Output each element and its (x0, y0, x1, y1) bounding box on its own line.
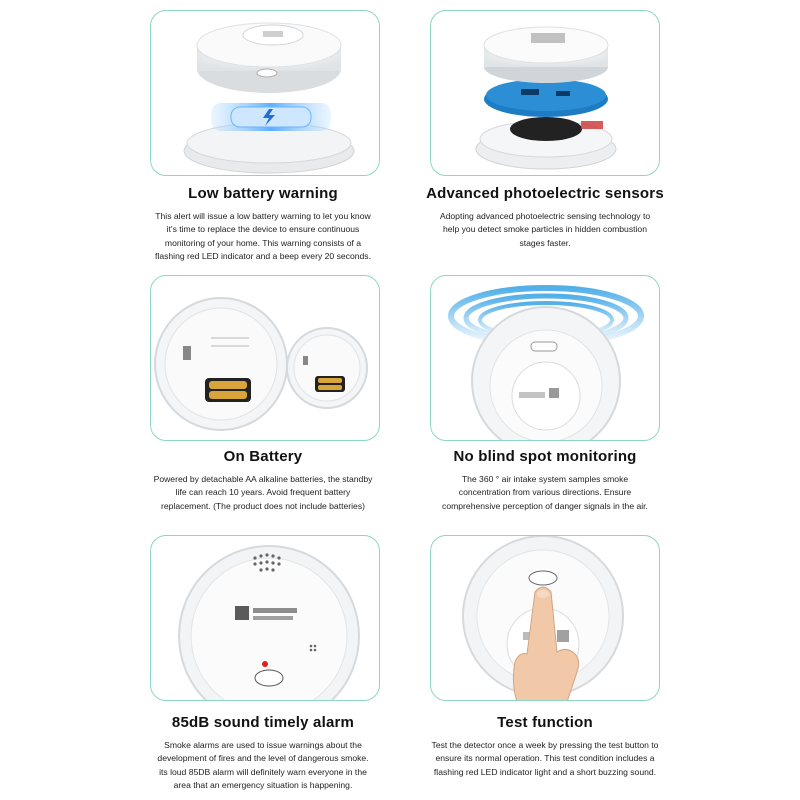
desc-line: This alert will issue a low battery warning to let you know (155, 211, 371, 221)
feature-title-no-blind-spot: No blind spot monitoring (453, 448, 637, 465)
desc-line: Test the detector once a week by pressing the test button to (431, 740, 659, 750)
feature-image-low-battery (150, 10, 380, 176)
feature-image-85db-alarm (150, 535, 380, 701)
exploded-sensor-illustration (431, 11, 660, 176)
desc-line: ensure its normal operation. This test condition includes a (435, 753, 655, 764)
desc-line: it's time to replace the device to ensure continuous (166, 224, 360, 235)
desc-line: comprehensive perception of danger signals in the air. (442, 500, 648, 511)
desc-line: help you detect smoke particles in hidden combustion (443, 224, 647, 235)
desc-line: area that an emergency situation is happening. (173, 779, 353, 790)
feature-title-test-function: Test function (497, 714, 593, 731)
alarm-front-illustration (151, 536, 380, 701)
desc-line: development of fires and the level of dangerous smoke. (157, 753, 369, 764)
desc-line: Smoke alarms are used to issue warnings about the (164, 740, 362, 750)
desc-line: replacement. (The product does not include batteries) (161, 500, 365, 511)
feature-title-low-battery: Low battery warning (188, 185, 338, 202)
desc-line: concentration from various directions. Ensure (458, 487, 632, 498)
feature-image-test-function (430, 535, 660, 701)
air-intake-illustration (431, 276, 660, 441)
desc-line: The 360 ° air intake system samples smoke (461, 474, 629, 484)
led-indicator-icon (262, 661, 268, 667)
feature-description-photoelectric (380, 210, 710, 250)
feature-image-on-battery (150, 275, 380, 441)
desc-line: its loud 85DB alarm will definitely warn everyone in the (159, 766, 367, 777)
battery-compartment-illustration (151, 276, 380, 441)
feature-description-test-function (380, 739, 710, 779)
feature-title-on-battery: On Battery (223, 448, 303, 465)
desc-line: life can reach 10 years. Avoid frequent battery (175, 487, 351, 498)
test-button-illustration (431, 536, 660, 701)
desc-line: flashing red LED indicator light and a short buzzing sound. (433, 766, 657, 777)
smoke-detector-battery-illustration (151, 11, 380, 176)
feature-title-85db-alarm: 85dB sound timely alarm (171, 714, 355, 731)
desc-line: stages faster. (519, 237, 571, 248)
desc-line: Powered by detachable AA alkaline batteries, the standby (153, 474, 373, 484)
feature-description-85db-alarm (98, 739, 428, 792)
feature-image-photoelectric (430, 10, 660, 176)
desc-line: monitoring of your home. This warning consists of a (164, 237, 362, 248)
feature-description-on-battery (98, 473, 428, 513)
feature-image-no-blind-spot (430, 275, 660, 441)
feature-description-low-battery (98, 210, 428, 263)
desc-line: flashing red LED indicator and a beep every 20 seconds. (155, 250, 371, 261)
desc-line: Adopting advanced photoelectric sensing technology to (439, 211, 651, 221)
feature-title-photoelectric: Advanced photoelectric sensors (426, 185, 664, 202)
feature-description-no-blind-spot (380, 473, 710, 513)
